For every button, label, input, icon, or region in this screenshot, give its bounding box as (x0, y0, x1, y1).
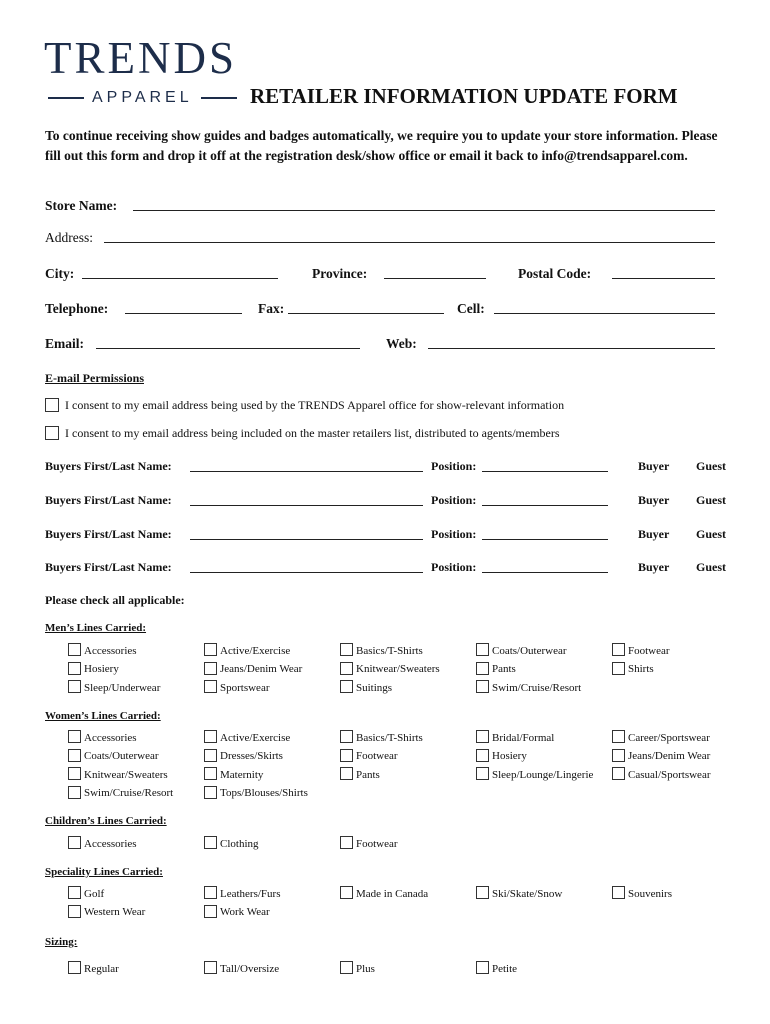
mens-option[interactable] (340, 681, 392, 694)
checkbox[interactable] (612, 730, 625, 743)
mens-option-label: Hosiery (84, 663, 119, 675)
address-field[interactable] (104, 230, 715, 243)
womens-option[interactable] (204, 787, 308, 800)
address-label: Address: (45, 230, 93, 245)
mens-option-label: Jeans/Denim Wear (220, 663, 303, 675)
city-label: City: (45, 266, 75, 281)
check-all-heading: Please check all applicable: (45, 593, 185, 607)
checkbox[interactable] (612, 886, 625, 899)
mens-option[interactable] (340, 663, 440, 676)
sizing-option[interactable] (476, 962, 517, 975)
mens-option-label: Accessories (84, 644, 137, 657)
speciality-option[interactable] (204, 887, 280, 900)
checkbox[interactable] (476, 680, 489, 693)
womens-option-label: Bridal/Formal (492, 731, 555, 744)
telephone-label: Telephone: (45, 301, 109, 316)
checkbox[interactable] (340, 662, 353, 675)
childrens-option-label: Clothing (220, 837, 259, 850)
womens-option-label: Tops/Blouses/Shirts (220, 787, 308, 799)
checkbox[interactable] (204, 961, 217, 974)
consent-2-text: I consent to my email address being included on the master retailers list, distributed to agents/members (65, 426, 560, 440)
buyer-position-field[interactable] (482, 493, 608, 506)
web-field[interactable] (428, 336, 715, 349)
mens-option-label: Footwear (628, 644, 670, 657)
email-permissions-heading: E-mail Permissions (45, 371, 144, 385)
mens-option[interactable] (612, 644, 670, 657)
mens-option[interactable] (68, 644, 137, 657)
checkbox[interactable] (45, 398, 59, 412)
city-field[interactable] (82, 266, 278, 279)
womens-option[interactable] (68, 750, 159, 763)
checkbox[interactable] (476, 643, 489, 656)
womens-option-label: Basics/T-Shirts (356, 731, 423, 744)
womens-option-label: Swim/Cruise/Resort (84, 787, 174, 799)
consent-option-1[interactable] (45, 398, 564, 413)
mens-option[interactable] (68, 681, 160, 694)
womens-option-label: Career/Sportswear (628, 731, 710, 744)
mens-option-label: Coats/Outerwear (492, 644, 567, 657)
buyer-position-field[interactable] (482, 560, 608, 573)
checkbox[interactable] (68, 730, 81, 743)
checkbox[interactable] (612, 643, 625, 656)
mens-option[interactable] (204, 644, 290, 657)
buyer-position-label: Position: (431, 459, 477, 473)
womens-option[interactable] (612, 731, 710, 744)
mens-option[interactable] (612, 663, 654, 676)
buyer-name-field[interactable] (190, 493, 423, 506)
womens-option-label: Knitwear/Sweaters (84, 768, 168, 781)
speciality-option[interactable] (68, 906, 145, 919)
form-title: RETAILER INFORMATION UPDATE FORM (250, 84, 678, 108)
checkbox[interactable] (204, 662, 217, 675)
womens-option-label: Pants (356, 768, 380, 781)
speciality-option[interactable] (68, 887, 104, 900)
womens-option[interactable] (612, 750, 710, 763)
checkbox[interactable] (476, 886, 489, 899)
mens-option[interactable] (340, 644, 423, 657)
mens-option-label: Knitwear/Sweaters (356, 663, 440, 675)
checkbox[interactable] (204, 749, 217, 762)
checkbox[interactable] (68, 662, 81, 675)
postal-code-label: Postal Code: (518, 266, 592, 281)
womens-option[interactable] (204, 750, 283, 763)
womens-option-label: Casual/Sportswear (628, 768, 711, 781)
buyer-name-label: Buyers First/Last Name: (45, 493, 172, 507)
buyer-option[interactable]: Buyer (638, 527, 670, 541)
speciality-option[interactable] (476, 887, 562, 900)
email-label: Email: (45, 336, 84, 351)
womens-option[interactable] (476, 768, 593, 781)
womens-option[interactable] (340, 750, 398, 763)
checkbox[interactable] (68, 767, 81, 780)
guest-option[interactable]: Guest (696, 560, 726, 574)
speciality-option-label: Made in Canada (356, 887, 429, 900)
buyer-name-label: Buyers First/Last Name: (45, 459, 172, 473)
womens-option[interactable] (204, 768, 263, 781)
womens-option[interactable] (340, 731, 423, 744)
postal-code-field[interactable] (612, 266, 715, 279)
checkbox[interactable] (340, 767, 353, 780)
checkbox[interactable] (476, 749, 489, 762)
mens-option-label: Swim/Cruise/Resort (492, 681, 582, 694)
web-label: Web: (386, 336, 417, 351)
sizing-option-label: Plus (356, 962, 375, 975)
mens-heading: Men’s Lines Carried: (45, 622, 147, 634)
sizing-heading: Sizing: (45, 936, 78, 948)
checkbox[interactable] (204, 786, 217, 799)
province-label: Province: (312, 266, 368, 281)
childrens-option[interactable] (340, 837, 398, 850)
buyer-position-field[interactable] (482, 527, 608, 540)
mens-option[interactable] (476, 663, 516, 676)
speciality-option[interactable] (340, 887, 428, 900)
checkbox[interactable] (68, 786, 81, 799)
speciality-option-label: Western Wear (84, 906, 146, 918)
checkbox[interactable] (340, 961, 353, 974)
checkbox[interactable] (68, 680, 81, 693)
buyer-name-field[interactable] (190, 560, 423, 573)
checkbox[interactable] (68, 643, 81, 656)
checkbox[interactable] (612, 749, 625, 762)
checkbox[interactable] (476, 767, 489, 780)
mens-option-label: Basics/T-Shirts (356, 644, 423, 657)
buyer-name-field[interactable] (190, 527, 423, 540)
intro-text: To continue receiving show guides and badges automatically, we require you to update your store information. Please fill out this form and drop it off at the registration desk/show office or email it back to info@trendsapparel.com. (45, 128, 718, 163)
mens-option[interactable] (204, 663, 302, 676)
sizing-option[interactable] (68, 962, 119, 975)
childrens-option[interactable] (204, 837, 259, 850)
buyer-position-label: Position: (431, 493, 477, 507)
sizing-option-label: Regular (84, 962, 119, 975)
checkbox[interactable] (68, 886, 81, 899)
mens-option[interactable] (68, 663, 119, 676)
speciality-option-label: Leathers/Furs (220, 887, 281, 900)
childrens-option[interactable] (68, 837, 137, 850)
checkbox[interactable] (204, 886, 217, 899)
buyer-option[interactable]: Buyer (638, 560, 670, 574)
checkbox[interactable] (476, 961, 489, 974)
womens-option-label: Active/Exercise (220, 731, 291, 744)
email-field[interactable] (96, 336, 360, 349)
womens-option[interactable] (476, 731, 554, 744)
mens-option[interactable] (476, 644, 567, 657)
womens-option[interactable] (476, 750, 527, 763)
telephone-field[interactable] (125, 301, 242, 314)
mens-option[interactable] (476, 681, 581, 694)
sizing-option-label: Tall/Oversize (220, 962, 280, 975)
checkbox[interactable] (340, 836, 353, 849)
womens-option[interactable] (340, 768, 380, 781)
logo-rule-right (201, 97, 237, 99)
checkbox[interactable] (340, 730, 353, 743)
mens-option-label: Sportswear (220, 681, 270, 694)
checkbox[interactable] (204, 836, 217, 849)
speciality-option-label: Souvenirs (628, 887, 672, 900)
womens-option[interactable] (612, 768, 710, 781)
childrens-option-label: Accessories (84, 837, 137, 850)
mens-option-label: Suitings (356, 681, 393, 694)
guest-option[interactable]: Guest (696, 527, 726, 541)
speciality-option-label: Work Wear (220, 906, 270, 918)
checkbox[interactable] (476, 662, 489, 675)
womens-option-label: Maternity (220, 768, 264, 781)
childrens-option-label: Footwear (356, 837, 398, 850)
checkbox[interactable] (340, 749, 353, 762)
buyer-position-field[interactable] (482, 459, 608, 472)
province-field[interactable] (384, 266, 486, 279)
checkbox[interactable] (204, 767, 217, 780)
store-name-label: Store Name: (45, 198, 118, 213)
buyer-position-label: Position: (431, 527, 477, 541)
checkbox[interactable] (340, 643, 353, 656)
checkbox[interactable] (612, 662, 625, 675)
checkbox[interactable] (68, 961, 81, 974)
buyer-option[interactable]: Buyer (638, 493, 670, 507)
checkbox[interactable] (340, 680, 353, 693)
checkbox[interactable] (204, 905, 217, 918)
cell-field[interactable] (494, 301, 715, 314)
checkbox[interactable] (204, 643, 217, 656)
checkbox[interactable] (68, 905, 81, 918)
checkbox[interactable] (68, 836, 81, 849)
guest-option[interactable]: Guest (696, 459, 726, 473)
womens-option-label: Footwear (356, 750, 398, 762)
logo-rule-left (48, 97, 84, 99)
consent-1-text: I consent to my email address being used by the TRENDS Apparel office for show-relevant information (65, 398, 565, 412)
consent-option-2[interactable] (45, 426, 560, 441)
buyer-name-field[interactable] (190, 459, 423, 472)
cell-label: Cell: (457, 301, 485, 316)
sizing-option[interactable] (204, 962, 279, 975)
fax-label: Fax: (258, 301, 285, 316)
buyer-option[interactable]: Buyer (638, 459, 670, 473)
mens-option-label: Shirts (628, 663, 654, 675)
sizing-option-label: Petite (492, 962, 518, 975)
womens-option-label: Dresses/Skirts (220, 750, 283, 762)
logo-apparel-text: APPAREL (92, 89, 193, 106)
womens-option[interactable] (68, 787, 173, 800)
buyer-name-label: Buyers First/Last Name: (45, 560, 172, 574)
checkbox[interactable] (476, 730, 489, 743)
mens-option-label: Pants (492, 663, 516, 675)
sizing-option[interactable] (340, 962, 375, 975)
womens-option[interactable] (68, 731, 137, 744)
buyer-position-label: Position: (431, 560, 477, 574)
childrens-heading: Children’s Lines Carried: (45, 815, 167, 827)
womens-option-label: Accessories (84, 731, 137, 744)
womens-option-label: Sleep/Lounge/Lingerie (492, 768, 594, 781)
mens-option-label: Active/Exercise (220, 644, 291, 657)
speciality-option[interactable] (204, 906, 270, 919)
store-name-field[interactable] (133, 198, 715, 211)
fax-field[interactable] (288, 301, 444, 314)
checkbox[interactable] (204, 680, 217, 693)
checkbox[interactable] (204, 730, 217, 743)
brand-logo-subtitle (48, 89, 237, 107)
speciality-option-label: Golf (84, 887, 105, 900)
checkbox[interactable] (68, 749, 81, 762)
womens-option[interactable] (68, 768, 168, 781)
womens-option[interactable] (204, 731, 290, 744)
womens-heading: Women’s Lines Carried: (45, 710, 161, 722)
womens-option-label: Jeans/Denim Wear (628, 750, 711, 762)
speciality-option[interactable] (612, 887, 672, 900)
womens-option-label: Hosiery (492, 750, 527, 762)
mens-option-label: Sleep/Underwear (84, 681, 161, 694)
checkbox[interactable] (612, 767, 625, 780)
womens-option-label: Coats/Outerwear (84, 750, 159, 762)
mens-option[interactable] (204, 681, 270, 694)
checkbox[interactable] (340, 886, 353, 899)
checkbox[interactable] (45, 426, 59, 440)
buyer-name-label: Buyers First/Last Name: (45, 527, 172, 541)
speciality-option-label: Ski/Skate/Snow (492, 887, 563, 900)
guest-option[interactable]: Guest (696, 493, 726, 507)
brand-logo: TRENDS (44, 33, 238, 83)
speciality-heading: Speciality Lines Carried: (45, 866, 163, 878)
